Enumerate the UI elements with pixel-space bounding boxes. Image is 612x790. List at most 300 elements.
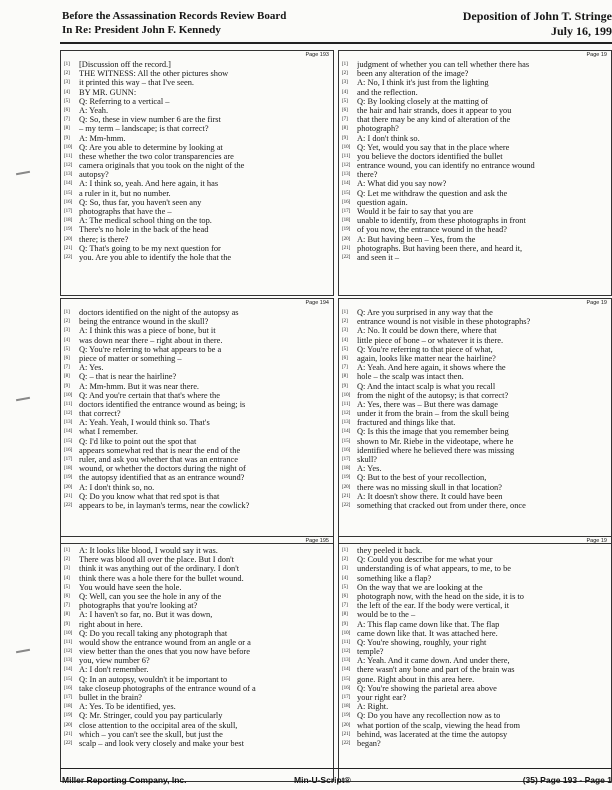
transcript-line	[342, 721, 609, 730]
transcript-line	[64, 382, 331, 391]
line-number: [6]	[64, 107, 70, 113]
transcript-line	[64, 216, 331, 225]
transcript-line	[342, 483, 609, 492]
transcript-line	[64, 400, 331, 409]
line-number: [4]	[64, 89, 70, 95]
line-text: take closeup photographs of the entrance wound of a	[79, 683, 256, 693]
transcript-line	[342, 574, 609, 583]
line-text: Q: But to the best of your recollection,	[357, 473, 487, 483]
transcript-line	[64, 739, 331, 748]
transcript-line	[64, 225, 331, 234]
line-number: [8]	[342, 126, 348, 132]
transcript-lines	[64, 546, 331, 748]
line-number: [18]	[342, 218, 351, 224]
page-number-label: Page 19	[586, 52, 607, 58]
line-number: [12]	[64, 411, 73, 417]
line-number: [20]	[64, 484, 73, 490]
line-text: A: I don't remember.	[79, 665, 149, 675]
transcript-line	[64, 97, 331, 106]
line-number: [10]	[342, 630, 351, 636]
transcript-line	[342, 88, 609, 97]
transcript-line	[342, 134, 609, 143]
line-text: [Discussion off the record.]	[79, 60, 171, 69]
transcript-line	[342, 170, 609, 179]
transcript-page	[338, 536, 612, 782]
line-text: doctors identified on the night of the autopsy as	[79, 308, 239, 317]
line-number: [16]	[342, 447, 351, 453]
transcript-line	[342, 665, 609, 674]
transcript-line	[64, 647, 331, 656]
transcript-line	[342, 564, 609, 573]
transcript-line	[342, 97, 609, 106]
transcript-line	[342, 437, 609, 446]
line-text: Q: You're showing the parietal area above	[357, 683, 497, 693]
line-text: think there was a hole there for the bullet wound.	[79, 573, 244, 583]
line-text: shown to Mr. Riebe in the videotape, where he	[357, 436, 514, 446]
line-text: gone. Right about in this area here.	[357, 674, 475, 684]
line-number: [15]	[64, 438, 73, 444]
transcript-line	[342, 601, 609, 610]
line-number: [5]	[64, 98, 70, 104]
line-text: wound, or whether the doctors during the night of	[79, 464, 246, 474]
line-number: [14]	[342, 181, 351, 187]
line-text: Q: Is this the image that you remember being	[357, 427, 509, 437]
transcript-line	[64, 610, 331, 619]
line-text: unable to identify, from these photographs in front	[357, 216, 526, 226]
line-number: [6]	[64, 593, 70, 599]
line-number: [22]	[342, 740, 351, 746]
line-number: [10]	[342, 144, 351, 150]
line-number: [11]	[342, 153, 351, 159]
line-number: [4]	[342, 337, 348, 343]
transcript-line	[64, 656, 331, 665]
transcript-line	[64, 483, 331, 492]
line-number: [2]	[64, 71, 70, 77]
line-number: [8]	[64, 374, 70, 380]
transcript-line	[342, 620, 609, 629]
line-text: A: The medical school thing on the top.	[79, 216, 212, 226]
transcript-line	[64, 391, 331, 400]
transcript-line	[342, 629, 609, 638]
page-number-label: Page 194	[305, 300, 329, 306]
line-text: the autopsy identified that as an entrance wound?	[79, 473, 245, 483]
transcript-line	[64, 555, 331, 564]
line-text: Q: Do you know what that red spot is that	[79, 491, 220, 501]
line-text: Q: So, these in view number 6 are the first	[79, 115, 221, 125]
line-number: [1]	[342, 310, 348, 315]
line-text: they peeled it back.	[357, 546, 423, 555]
line-text: A: Yes.	[357, 464, 382, 474]
transcript-page	[60, 50, 334, 296]
line-text: would be to the –	[357, 610, 416, 620]
transcript-line	[64, 629, 331, 638]
line-text: Q: That's going to be my next question for	[79, 243, 221, 253]
line-text: Q: You're referring to what appears to be a	[79, 344, 222, 354]
line-number: [2]	[64, 557, 70, 563]
line-text: A: Mm-hmm. But it was near there.	[79, 381, 200, 391]
line-text: your right ear?	[357, 693, 407, 702]
transcript-line	[342, 69, 609, 78]
line-text: photographs. But having been there, and heard it,	[357, 243, 523, 253]
line-number: [11]	[342, 639, 351, 645]
line-text: what I remember.	[79, 427, 138, 437]
line-text: A: No, I think it's just from the lighting	[357, 78, 489, 88]
line-text: entrance wound is not visible in these photographs?	[357, 317, 531, 327]
transcript-lines	[342, 546, 609, 748]
line-number: [7]	[64, 365, 70, 371]
line-text: something that cracked out from under there, once	[357, 500, 526, 510]
transcript-line	[342, 216, 609, 225]
line-text: of you now, the entrance wound in the head?	[357, 225, 507, 235]
line-text: identified where he believed there was missing	[357, 445, 515, 455]
line-text: a ruler in it, but no number.	[79, 188, 171, 198]
line-number: [7]	[342, 117, 348, 123]
line-number: [15]	[342, 438, 351, 444]
line-number: [19]	[342, 475, 351, 481]
line-number: [8]	[342, 612, 348, 618]
line-text: photograph now, with the head on the side, it is to	[357, 591, 524, 601]
line-number: [16]	[64, 447, 73, 453]
margin-mark	[16, 649, 30, 653]
line-text: A: Yeah. And here again, it shows where the	[357, 363, 506, 373]
document-header	[62, 10, 612, 40]
transcript-line	[64, 427, 331, 436]
header-rule	[60, 42, 612, 44]
transcript-line	[64, 730, 331, 739]
line-number: [19]	[342, 713, 351, 719]
line-text: behind, was lacerated at the time the autopsy	[357, 729, 508, 739]
line-text: – my term – landscape; is that correct?	[79, 124, 209, 134]
transcript-line	[342, 235, 609, 244]
line-text: and the reflection.	[357, 87, 418, 97]
line-number: [9]	[64, 135, 70, 141]
transcript-line	[342, 409, 609, 418]
transcript-line	[64, 354, 331, 363]
line-number: [12]	[64, 163, 73, 169]
line-text: A: I haven't so far, no. But it was down,	[79, 610, 213, 620]
line-number: [10]	[342, 392, 351, 398]
line-text: A: Yes, there was – But there was damage	[357, 399, 498, 409]
line-text: it printed this way – that I've seen.	[79, 78, 195, 88]
line-number: [11]	[64, 639, 73, 645]
line-text: A: Yes.	[79, 363, 104, 373]
line-number: [14]	[64, 429, 73, 435]
line-text: there; is there?	[79, 234, 129, 244]
transcript-line	[342, 179, 609, 188]
line-number: [21]	[64, 493, 73, 499]
line-number: [18]	[342, 466, 351, 472]
line-text: Q: And you're certain that that's where the	[79, 390, 220, 400]
line-text: that correct?	[79, 409, 121, 419]
margin-mark	[16, 397, 30, 401]
line-number: [6]	[342, 593, 348, 599]
transcript-page	[60, 536, 334, 782]
line-text: photographs that you're looking at?	[79, 601, 198, 611]
line-number: [8]	[64, 126, 70, 132]
line-text: appears somewhat red that is near the end of the	[79, 445, 241, 455]
transcript-line	[64, 170, 331, 179]
line-text: A: Right.	[357, 702, 389, 712]
transcript-page	[338, 50, 612, 296]
line-number: [21]	[342, 245, 351, 251]
line-number: [9]	[64, 621, 70, 627]
transcript-line	[342, 546, 609, 555]
line-text: which – you can't see the skull, but just the	[79, 729, 223, 739]
transcript-line	[64, 675, 331, 684]
line-number: [21]	[64, 731, 73, 737]
transcript-line	[342, 656, 609, 665]
line-number: [21]	[64, 245, 73, 251]
line-text: Q: Well, can you see the hole in any of the	[79, 591, 222, 601]
transcript-line	[342, 354, 609, 363]
transcript-line	[342, 225, 609, 234]
transcript-line	[64, 60, 331, 69]
line-number: [3]	[64, 80, 70, 86]
transcript-line	[64, 592, 331, 601]
line-number: [1]	[64, 548, 70, 553]
transcript-line	[64, 161, 331, 170]
line-text: these whether the two color transparencies are	[79, 151, 234, 161]
line-number: [20]	[342, 722, 351, 728]
line-text: Q: By looking closely at the matting of	[357, 96, 488, 106]
transcript-lines	[342, 60, 609, 262]
line-text: A: I think so, yeah. And here again, it has	[79, 179, 219, 189]
transcript-line	[342, 464, 609, 473]
line-number: [9]	[64, 383, 70, 389]
line-number: [21]	[342, 493, 351, 499]
transcript-line	[342, 427, 609, 436]
line-text: you believe the doctors identified the bullet	[357, 151, 503, 161]
line-text: came down like that. It was attached here.	[357, 628, 498, 638]
transcript-line	[342, 345, 609, 354]
line-text: A: No. It could be down there, where that	[357, 326, 497, 336]
line-number: [16]	[342, 199, 351, 205]
transcript-line	[64, 665, 331, 674]
transcript-line	[342, 317, 609, 326]
transcript-line	[64, 134, 331, 143]
line-number: [15]	[64, 190, 73, 196]
transcript-line	[64, 152, 331, 161]
line-text: little piece of bone – or whatever it is there.	[357, 335, 504, 345]
transcript-line	[342, 492, 609, 501]
line-text: understanding is of what appears, to me, to be	[357, 564, 511, 574]
line-number: [15]	[342, 190, 351, 196]
transcript-line	[342, 711, 609, 720]
line-text: what portion of the scalp, viewing the head from	[357, 720, 521, 730]
line-number: [17]	[342, 695, 351, 700]
line-text: A: Yeah. Yeah, I would think so. That's	[79, 418, 210, 428]
transcript-line	[64, 336, 331, 345]
transcript-line	[342, 60, 609, 69]
line-text: Q: Could you describe for me what your	[357, 555, 493, 565]
line-number: [3]	[342, 328, 348, 334]
line-number: [22]	[342, 502, 351, 508]
transcript-line	[64, 702, 331, 711]
transcript-line	[342, 326, 609, 335]
line-text: temple?	[357, 647, 384, 657]
transcript-page	[60, 298, 334, 544]
transcript-line	[64, 455, 331, 464]
transcript-line	[342, 684, 609, 693]
line-text: been any alteration of the image?	[357, 69, 469, 79]
transcript-line	[64, 583, 331, 592]
transcript-line	[64, 684, 331, 693]
line-text: view better than the ones that you now have before	[79, 647, 250, 657]
line-number: [17]	[342, 457, 351, 462]
line-text: A: Yeah. And it came down. And under there,	[357, 656, 510, 666]
line-number: [3]	[342, 566, 348, 572]
line-number: [13]	[64, 658, 73, 664]
line-number: [2]	[342, 557, 348, 563]
margin-mark	[16, 171, 30, 175]
line-text: Q: You're showing, roughly, your right	[357, 637, 487, 647]
transcript-line	[64, 244, 331, 253]
line-text: A: Yes. To be identified, yes.	[79, 702, 176, 712]
line-text: autopsy?	[79, 170, 109, 180]
page-number-label: Page 19	[586, 538, 607, 544]
line-number: [18]	[342, 704, 351, 710]
transcript-line	[64, 473, 331, 482]
transcript-line	[64, 115, 331, 124]
line-text: that there may be any kind of alteration of the	[357, 115, 511, 125]
transcript-line	[342, 161, 609, 170]
line-number: [2]	[342, 71, 348, 77]
line-number: [6]	[342, 355, 348, 361]
line-number: [4]	[342, 89, 348, 95]
line-number: [7]	[342, 603, 348, 609]
line-number: [20]	[64, 722, 73, 728]
line-number: [4]	[342, 575, 348, 581]
transcript-line	[342, 372, 609, 381]
transcript-lines	[342, 308, 609, 510]
line-text: On the way that we are looking at the	[357, 582, 483, 592]
transcript-line	[342, 592, 609, 601]
line-number: [11]	[342, 401, 351, 407]
line-number: [9]	[342, 135, 348, 141]
line-number: [20]	[342, 484, 351, 490]
transcript-line	[64, 124, 331, 133]
line-text: You would have seen the hole.	[79, 582, 182, 592]
footer-reporting-company: Miller Reporting Company, Inc.	[62, 775, 187, 785]
line-text: from the night of the autopsy; is that correct?	[357, 390, 509, 400]
line-text: under it from the brain – from the skull being	[357, 409, 509, 419]
line-number: [5]	[342, 584, 348, 590]
transcript-line	[64, 601, 331, 610]
transcript-line	[342, 143, 609, 152]
line-text: began?	[357, 738, 381, 748]
line-number: [7]	[342, 365, 348, 371]
line-number: [6]	[64, 355, 70, 361]
transcript-line	[64, 308, 331, 317]
line-number: [13]	[342, 658, 351, 664]
transcript-line	[342, 124, 609, 133]
transcript-line	[342, 391, 609, 400]
line-number: [20]	[64, 236, 73, 242]
page-number-label: Page 193	[305, 52, 329, 58]
line-number: [1]	[64, 62, 70, 67]
line-text: BY MR. GUNN:	[79, 87, 137, 97]
line-number: [17]	[64, 457, 73, 462]
line-text: Q: Let me withdraw the question and ask the	[357, 188, 508, 198]
line-number: [3]	[64, 328, 70, 334]
line-text: A: But having been – Yes, from the	[357, 234, 476, 244]
line-text: scalp – and look very closely and make your best	[79, 738, 244, 748]
transcript-line	[342, 501, 609, 510]
line-number: [10]	[64, 144, 73, 150]
transcript-line	[64, 501, 331, 510]
transcript-line	[64, 464, 331, 473]
line-text: Q: Mr. Stringer, could you pay particularly	[79, 711, 223, 721]
line-number: [11]	[64, 153, 73, 159]
footer-rule	[60, 768, 612, 769]
line-text: doctors identified the entrance wound as being; is	[79, 399, 246, 409]
line-text: Q: – that is near the hairline?	[79, 372, 177, 382]
line-text: camera originals that you took on the night of the	[79, 161, 245, 171]
transcript-line	[342, 336, 609, 345]
line-number: [3]	[342, 80, 348, 86]
line-text: THE WITNESS: All the other pictures show	[79, 69, 229, 79]
line-number: [13]	[64, 172, 73, 178]
line-number: [18]	[64, 218, 73, 224]
footer-format: Min-U-Script®	[294, 775, 351, 785]
line-text: Q: So, thus far, you haven't seen any	[79, 197, 202, 207]
line-number: [14]	[342, 429, 351, 435]
line-number: [4]	[64, 337, 70, 343]
line-number: [21]	[342, 731, 351, 737]
transcript-line	[64, 253, 331, 262]
line-number: [22]	[64, 740, 73, 746]
line-number: [18]	[64, 704, 73, 710]
line-number: [18]	[64, 466, 73, 472]
line-text: There was blood all over the place. But I don't	[79, 555, 235, 565]
line-text: something like a flap?	[357, 573, 432, 583]
line-number: [11]	[64, 401, 73, 407]
line-number: [13]	[64, 420, 73, 426]
line-text: Q: You're referring to that piece of what,	[357, 344, 493, 354]
line-number: [9]	[342, 621, 348, 627]
transcript-line	[64, 179, 331, 188]
line-text: entrance wound, you can identify no entrance wound	[357, 161, 535, 171]
line-text: A: I don't think so.	[357, 133, 420, 143]
transcript-line	[64, 693, 331, 702]
line-number: [12]	[342, 649, 351, 655]
transcript-line	[64, 189, 331, 198]
line-number: [16]	[64, 685, 73, 691]
line-text: close attention to the occipital area of the skull,	[79, 720, 238, 730]
transcript-line	[342, 308, 609, 317]
transcript-line	[64, 446, 331, 455]
line-number: [19]	[64, 227, 73, 233]
transcript-line	[342, 198, 609, 207]
line-number: [16]	[342, 685, 351, 691]
transcript-line	[64, 106, 331, 115]
line-text: A: What did you say now?	[357, 179, 447, 189]
line-number: [12]	[342, 411, 351, 417]
line-text: ruler, and ask you whether that was an entrance	[79, 455, 238, 464]
line-text: Q: In an autopsy, wouldn't it be important to	[79, 674, 228, 684]
line-text: the left of the ear. If the body were vertical, it	[357, 601, 510, 611]
line-text: think it was anything out of the ordinary. I don't	[79, 564, 240, 574]
line-text: there wasn't any bone and part of the brain was	[357, 665, 515, 675]
line-number: [19]	[342, 227, 351, 233]
transcript-line	[342, 400, 609, 409]
transcript-line	[342, 702, 609, 711]
transcript-line	[342, 207, 609, 216]
line-number: [8]	[342, 374, 348, 380]
line-text: A: Yeah.	[79, 105, 109, 115]
line-number: [15]	[342, 676, 351, 682]
transcript-line	[342, 152, 609, 161]
